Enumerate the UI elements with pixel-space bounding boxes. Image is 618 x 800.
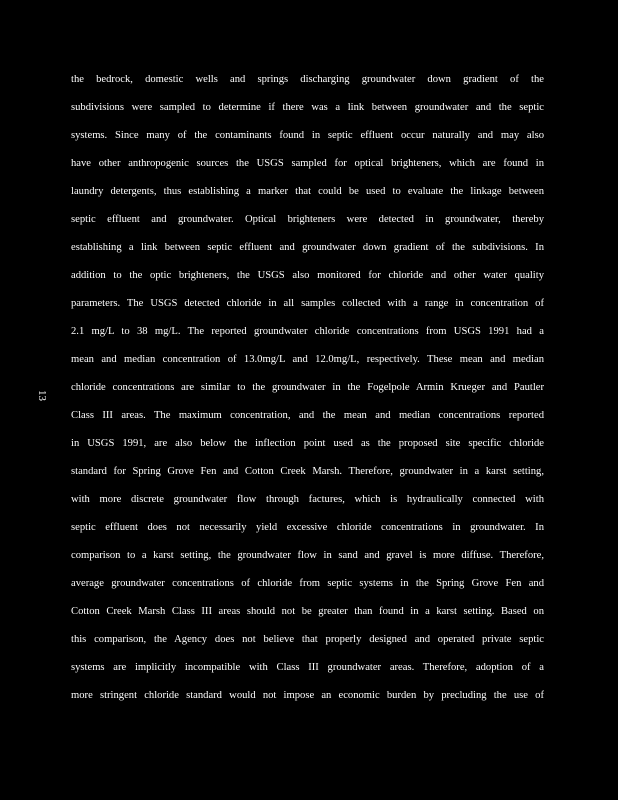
text-line: with more discrete groundwater flow through factures, which is hydraulically connected with: [71, 494, 544, 505]
text-line: standard for Spring Grove Fen and Cotton Creek Marsh. Therefore, groundwater in a karst setting,: [71, 466, 544, 477]
text-line: septic effluent and groundwater. Optical brighteners were detected in groundwater, thereby: [71, 214, 544, 225]
text-line: Class III areas. The maximum concentration, and the mean and median concentrations reported: [71, 410, 544, 421]
text-line: the bedrock, domestic wells and springs discharging groundwater down gradient of the: [71, 74, 544, 85]
text-line: Cotton Creek Marsh Class III areas should not be greater than found in a karst setting. Based on: [71, 606, 544, 617]
text-line: subdivisions were sampled to determine if there was a link between groundwater and the septic: [71, 102, 544, 113]
text-line: average groundwater concentrations of chloride from septic systems in the Spring Grove Fen and: [71, 578, 544, 589]
text-line: this comparison, the Agency does not believe that properly designed and operated private septic: [71, 634, 544, 645]
text-line: have other anthropogenic sources the USGS sampled for optical brighteners, which are found in: [71, 158, 544, 169]
text-line: 2.1 mg/L to 38 mg/L. The reported groundwater chloride concentrations from USGS 1991 had a: [71, 326, 544, 337]
text-line: septic effluent does not necessarily yield excessive chloride concentrations in groundwater. In: [71, 522, 544, 533]
text-line: systems are implicitly incompatible with Class III groundwater areas. Therefore, adoption of a: [71, 662, 544, 673]
page-number: 13: [36, 390, 48, 401]
text-line: addition to the optic brighteners, the USGS also monitored for chloride and other water quality: [71, 270, 544, 281]
text-line: comparison to a karst setting, the groundwater flow in sand and gravel is more diffuse. Therefore,: [71, 550, 544, 561]
text-line: laundry detergents, thus establishing a marker that could be used to evaluate the linkage between: [71, 186, 544, 197]
text-line: mean and median concentration of 13.0mg/L and 12.0mg/L, respectively. These mean and median: [71, 354, 544, 365]
text-line: more stringent chloride standard would not impose an economic burden by precluding the use of: [71, 690, 544, 701]
text-line: systems. Since many of the contaminants found in septic effluent occur naturally and may also: [71, 130, 544, 141]
text-line: in USGS 1991, are also below the inflection point used as the proposed site specific chloride: [71, 438, 544, 449]
text-line: establishing a link between septic effluent and groundwater down gradient of the subdivisions. In: [71, 242, 544, 253]
body-paragraph: [71, 66, 544, 710]
text-line: chloride concentrations are similar to the groundwater in the Fogelpole Armin Krueger and Pautler: [71, 382, 544, 393]
text-line: parameters. The USGS detected chloride in all samples collected with a range in concentration of: [71, 298, 544, 309]
